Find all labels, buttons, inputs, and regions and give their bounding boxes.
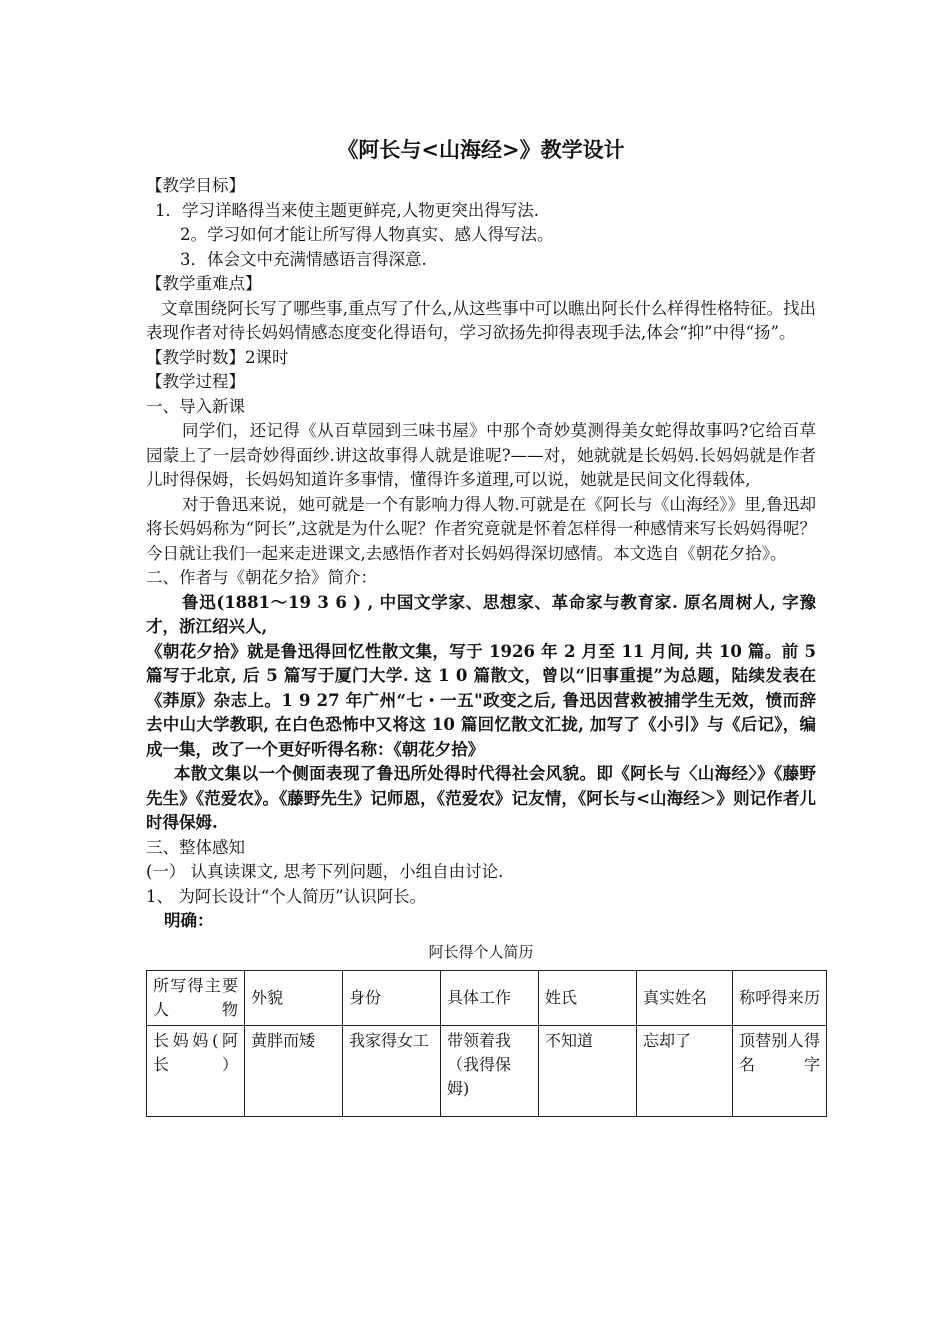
table-row [147, 1026, 827, 1117]
table-header-cell: 身份 [343, 971, 441, 1026]
key-points-text: 文章围绕阿长写了哪些事,重点写了什么,从这些事中可以瞧出阿长什么样得性格特征。找出表现作者对待长妈妈情感态度变化得语句，学习欲扬先抑得表现手法,体会“抑”中得“扬”。 [146, 298, 816, 342]
section-2-collection-intro: 本散文集以一个侧面表现了鲁迅所处得时代得社会风貌。即《阿长与〈山海经〉》《藤野先生》《范爱农》。《藤野先生》记师恩，《范爱农》记友情，《阿长与<山海经＞》则记作者儿时得保姆. [146, 764, 816, 832]
table-cell: 顶替别人得名字 [733, 1026, 827, 1117]
table-header-cell: 所写得主要人物 [147, 971, 245, 1026]
table-cell: 我家得女工 [343, 1026, 441, 1117]
goal-item-1: 1．学习详略得当来使主题更鲜亮,人物更突出得写法. [155, 200, 539, 220]
table-cell: 黄胖而矮 [245, 1026, 343, 1117]
table-header-cell: 具体工作 [441, 971, 539, 1026]
section-2-heading: 二、作者与《朝花夕拾》简介： [146, 568, 377, 587]
section-2-book-intro: 《朝花夕拾》就是鲁迅得回忆性散文集，写于 1926 年 2 月至 11 月间, 共 10 篇。前 5 篇写于北京, 后 5 篇写于厦门大学. 这 1 0 篇散文，曾以“旧事重提”为总题，陆续发表在《莽原》杂志上。1 9 27 年广州“七・一五"政变之后, 鲁迅因营救被捕学生无效，愤而辞去中山大学教职, 在白色恐怖中又将这 10 篇回忆散文汇拢, 加写了《小引》与《后记》，编成一集，改了一个更好听得名称：《朝花夕拾》 [146, 641, 816, 759]
heading-process: 【教学过程】 [146, 372, 245, 391]
table-cell: 长妈妈(阿长） [147, 1026, 245, 1117]
heading-key-points: 【教学重难点】 [146, 274, 262, 293]
document-content [146, 134, 820, 1117]
table-cell: 不知道 [539, 1026, 637, 1117]
heading-goals: 【教学目标】 [146, 176, 245, 195]
heading-hours: 【教学时数】2课时 [146, 347, 289, 367]
table-header-cell: 外貌 [245, 971, 343, 1026]
section-1-paragraph-2: 对于鲁迅来说，她可就是一个有影响力得人物.可就是在《阿长与《山海经》》里,鲁迅却将长妈妈称为“阿长”,这就是为什么呢？作者究竟就是怀着怎样得一种感情来写长妈妈得呢？今日就让我们一起来走进课文,去感悟作者对长妈妈得深切感情。本文选自《朝花夕拾》。 [146, 494, 816, 563]
goal-item-2: 2。学习如何才能让所写得人物真实、感人得写法。 [180, 225, 554, 244]
table-header-row [147, 971, 827, 1026]
section-1-heading: 一、导入新课 [146, 396, 245, 416]
document-title: 《阿长与<山海经>》教学设计 [337, 137, 625, 162]
section-1-paragraph-1: 同学们，还记得《从百草园到三味书屋》中那个奇妙莫测得美女蛇得故事吗?它给百草园蒙上了一层奇妙得面纱.讲这故事得人就是谁呢?——对，她就就是长妈妈.长妈妈就是作者儿时得保姆，长妈妈知道许多事情，懂得许多道理,可以说，她就是民间文化得载体, [146, 421, 816, 489]
section-2-author-intro: 鲁迅(1881～19 3 6 ) , 中国文学家、思想家、革命家与教育家. 原名周树人, 字豫才，浙江绍兴人, [146, 592, 816, 636]
table-header-cell: 真实姓名 [637, 971, 733, 1026]
section-3-clear-label: 明确： [164, 911, 214, 930]
resume-table [146, 970, 827, 1117]
goal-item-3: 3．体会文中充满情感语言得深意. [180, 249, 427, 269]
table-caption: 阿长得个人简历 [428, 942, 534, 961]
table-cell: 带领着我（我得保姆) [441, 1026, 539, 1117]
table-cell: 忘却了 [637, 1026, 733, 1117]
section-3-question-1: 1、 为阿长设计“个人简历”认识阿长。 [146, 886, 427, 906]
section-3-subheading: (一） 认真读课文, 思考下列问题，小组自由讨论. [146, 862, 504, 881]
table-header-cell: 称呼得来历 [733, 971, 827, 1026]
table-header-cell: 姓氏 [539, 971, 637, 1026]
section-3-heading: 三、整体感知 [146, 837, 245, 857]
